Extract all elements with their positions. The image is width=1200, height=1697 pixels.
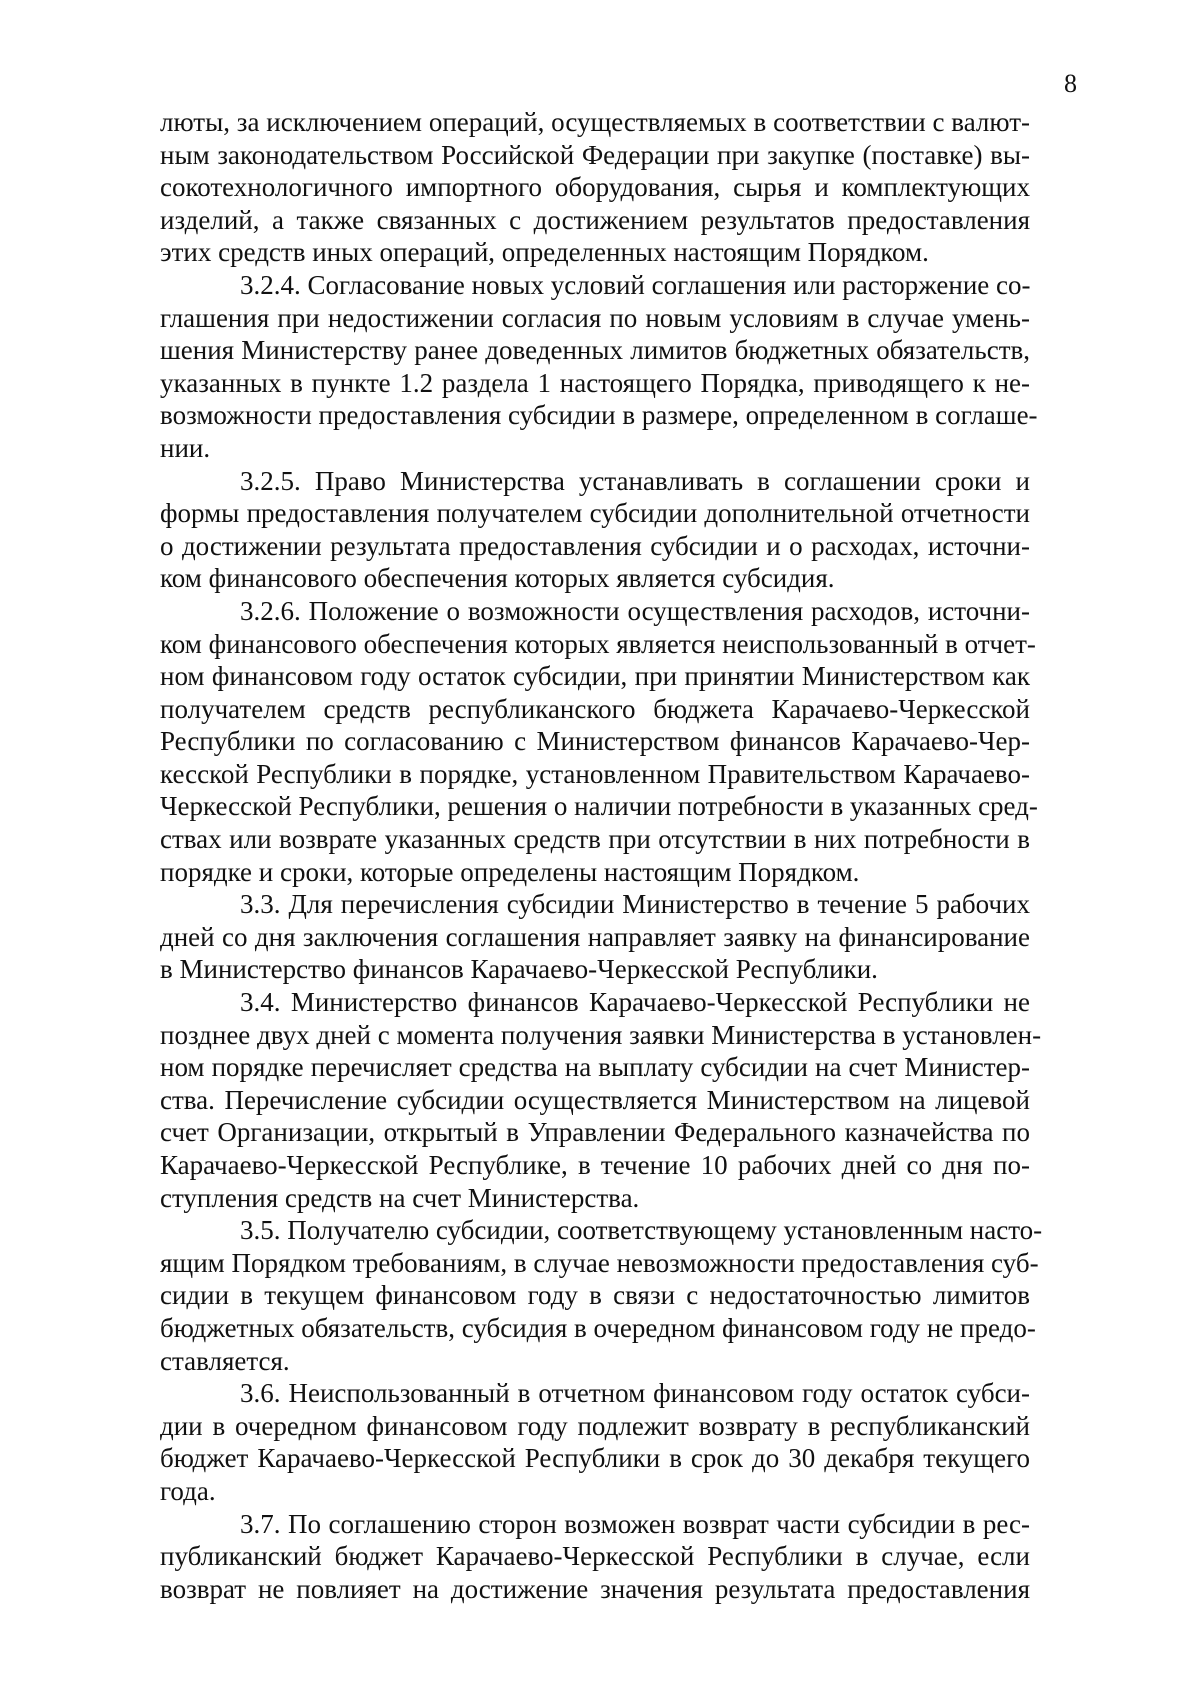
text-line: 3.2.6. Положение о возможности осуществления расходов, источни- (240, 595, 1030, 626)
document-body (160, 106, 1043, 1605)
text-line: изделий, а также связанных с достижением результатов предоставления (160, 204, 1030, 235)
text-line: 3.2.4. Согласование новых условий соглашения или расторжение со- (240, 269, 1031, 300)
text-line: 3.4. Министерство финансов Карачаево-Черкесской Республики не (240, 987, 1030, 1018)
text-line: дии в очередном финансовом году подлежит возврату в республиканский (160, 1410, 1030, 1441)
text-line: 3.2.5. Право Министерства устанавливать в соглашении сроки и (240, 465, 1030, 496)
text-line: 3.6. Неиспользованный в отчетном финансовом году остаток субси- (240, 1378, 1030, 1409)
text-line: Черкесской Республики, решения о наличии потребности в указанных сред- (160, 791, 1038, 822)
paragraph (160, 1508, 1030, 1606)
text-line: ступления средств на счет Министерства. (160, 1182, 640, 1213)
text-line: ком финансового обеспечения которых является неиспользованный в отчет- (160, 628, 1036, 659)
text-line: публиканский бюджет Карачаево-Черкесской Республики в случае, если (160, 1541, 1030, 1572)
text-line: 3.3. Для перечисления субсидии Министерство в течение 5 рабочих (240, 889, 1030, 920)
text-line: получателем средств республиканского бюджета Карачаево-Черкесской (160, 693, 1030, 724)
text-line: ным законодательством Российской Федерации при закупке (поставке) вы- (160, 139, 1030, 170)
text-line: Карачаево-Черкесской Республике, в течение 10 рабочих дней со дня по- (160, 1150, 1030, 1180)
text-line: сидии в текущем финансовом году в связи с недостаточностью лимитов (160, 1280, 1030, 1311)
text-line: возврат не повлияет на достижение значения результата предоставления (160, 1573, 1030, 1604)
text-line: ном финансовом году остаток субсидии, при принятии Министерством как (160, 661, 1030, 692)
paragraph (160, 1377, 1030, 1507)
text-line: счет Организации, открытый в Управлении Федерального казначейства по (160, 1117, 1030, 1148)
text-line: порядке и сроки, которые определены настоящим Порядком. (160, 856, 860, 887)
paragraph (160, 269, 1038, 465)
text-line: дней со дня заключения соглашения направляет заявку на финансирование (160, 921, 1030, 952)
paragraph (160, 465, 1030, 595)
text-line: формы предоставления получателем субсидии дополнительной отчетности (160, 498, 1030, 529)
paragraph (160, 106, 1030, 269)
text-line: 3.5. Получателю субсидии, соответствующему установленным насто- (240, 1215, 1043, 1246)
text-line: этих средств иных операций, определенных настоящим Порядком. (160, 237, 929, 268)
text-line: кесской Республики в порядке, установленном Правительством Карачаево- (160, 758, 1030, 789)
text-line: нии. (160, 432, 211, 463)
text-line: 3.7. По соглашению сторон возможен возврат части субсидии в рес- (240, 1508, 1030, 1539)
text-line: ства. Перечисление субсидии осуществляется Министерством на лицевой (160, 1084, 1030, 1115)
text-line: глашения при недостижении согласия по новым условиям в случае умень- (160, 302, 1030, 333)
text-line: Республики по согласованию с Министерством финансов Карачаево-Чер- (160, 726, 1030, 757)
text-line: бюджетных обязательств, субсидия в очередном финансовом году не предо- (160, 1312, 1036, 1343)
text-line: шения Министерству ранее доведенных лимитов бюджетных обязательств, (160, 335, 1030, 366)
paragraph (160, 595, 1038, 888)
text-line: возможности предоставления субсидии в размере, определенном в соглаше- (160, 400, 1038, 431)
text-line: ном порядке перечисляет средства на выплату субсидии на счет Министер- (160, 1052, 1030, 1083)
text-line: ствах или возврате указанных средств при отсутствии в них потребности в (160, 824, 1030, 855)
text-line: люты, за исключением операций, осуществляемых в соответствии с валют- (160, 107, 1030, 137)
text-line: года. (160, 1475, 216, 1506)
text-line: позднее двух дней с момента получения заявки Министерства в установлен- (160, 1019, 1042, 1050)
text-line: о достижении результата предоставления субсидии и о расходах, источни- (160, 530, 1030, 561)
paragraph (160, 1214, 1043, 1377)
text-line: ящим Порядком требованиям, в случае невозможности предоставления суб- (160, 1247, 1039, 1278)
text-line: ставляется. (160, 1345, 290, 1376)
text-line: ком финансового обеспечения которых является субсидия. (160, 563, 835, 594)
text-line: указанных в пункте 1.2 раздела 1 настоящего Порядка, приводящего к не- (160, 367, 1030, 398)
paragraph (160, 986, 1042, 1214)
paragraph (160, 888, 1030, 986)
page-number: 8 (1064, 69, 1077, 98)
text-line: сокотехнологичного импортного оборудования, сырья и комплектующих (160, 172, 1030, 203)
text-line: бюджет Карачаево-Черкесской Республики в срок до 30 декабря текущего (160, 1443, 1030, 1474)
text-line: в Министерство финансов Карачаево-Черкесской Республики. (160, 954, 878, 985)
